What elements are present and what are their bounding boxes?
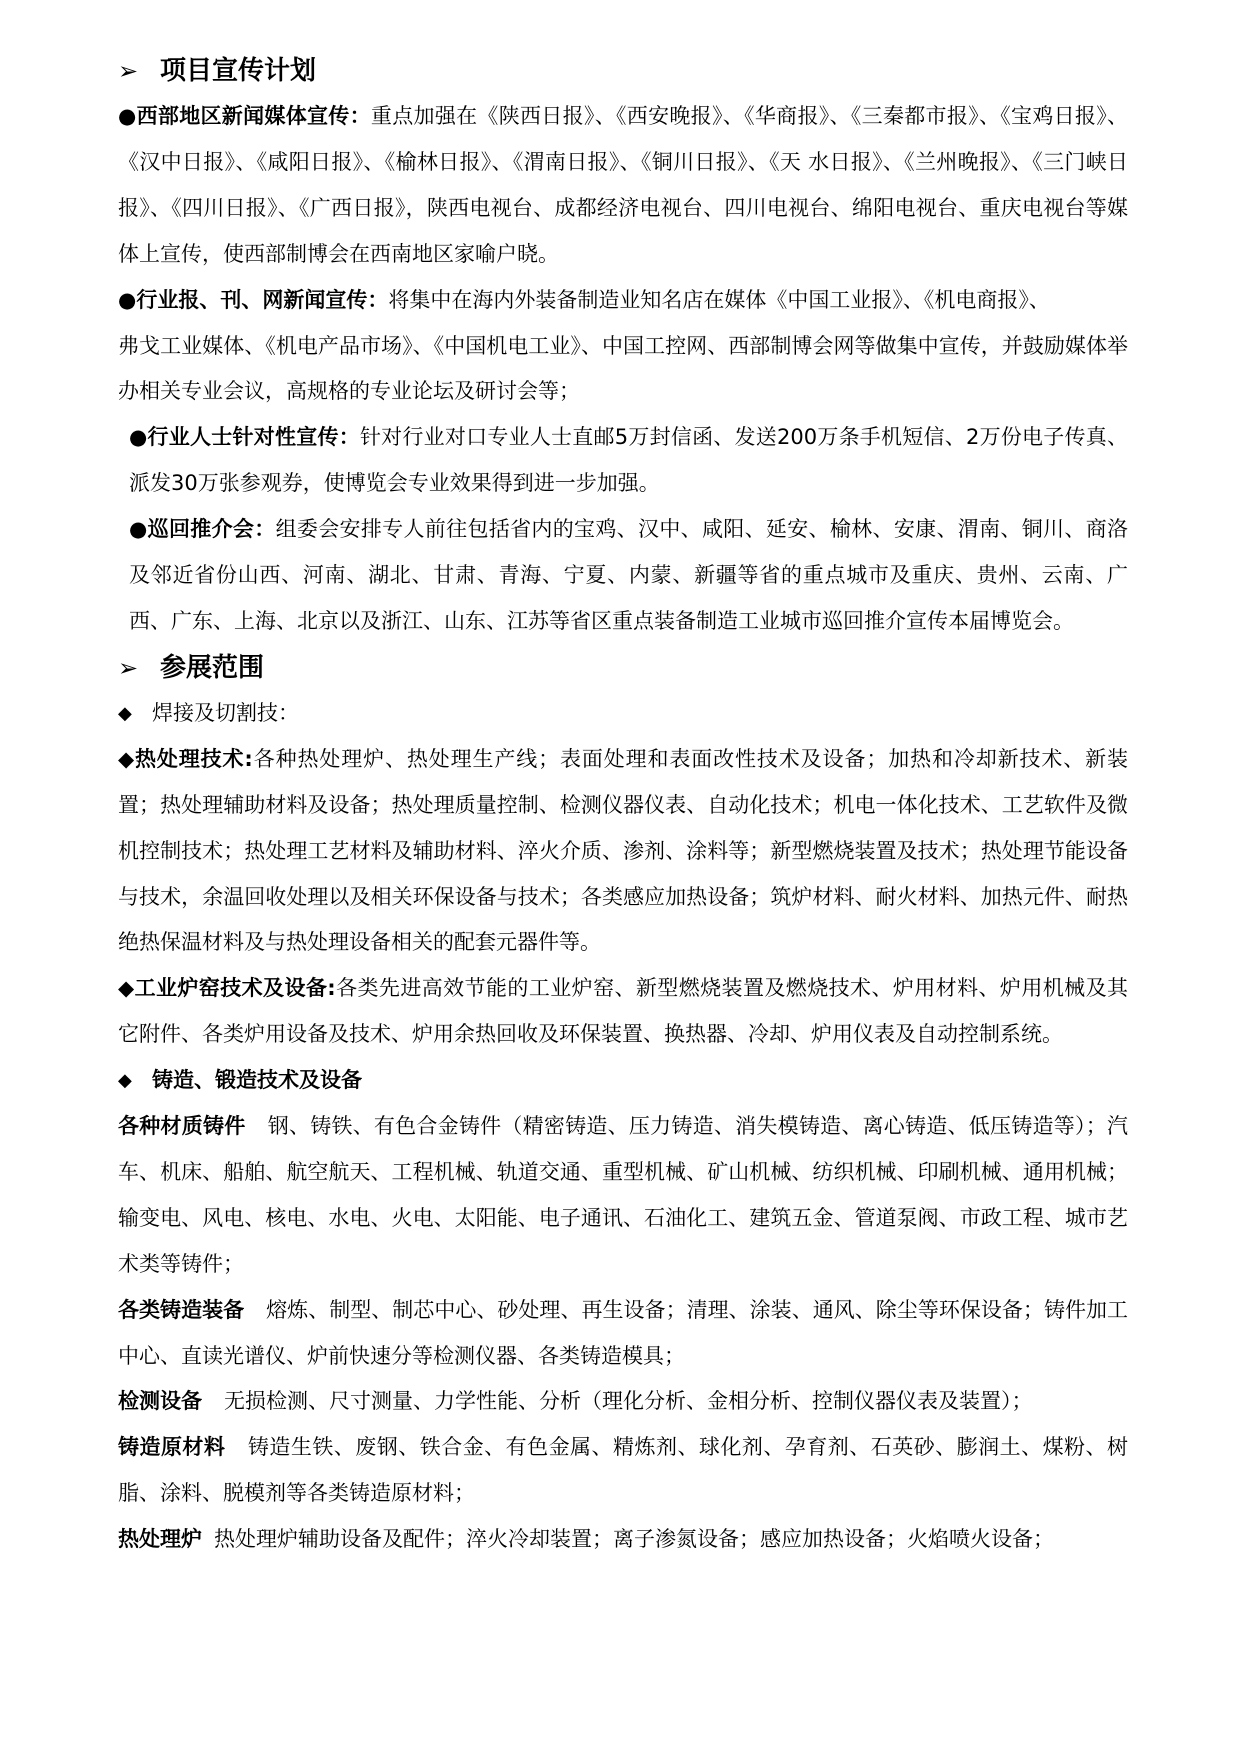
section-title: 参展范围 [160, 652, 265, 683]
paragraph-text: 将集中在海内外装备制造业知名店在媒体《中国工业报》、《机电商报》、 [388, 287, 1050, 312]
paragraph-castings [118, 1104, 1128, 1288]
section-title: 项目宣传计划 [160, 56, 317, 86]
diamond-bullet-icon: ◆ [118, 1070, 132, 1092]
paragraph-kiln [118, 966, 1128, 1058]
paragraph-label: 铸造原材料 [118, 1435, 226, 1460]
paragraph-roadshow: ●巡回推介会：组委会安排专人前往包括省内的宝鸡、汉中、咸阳、延安、榆林、安康、渭南、铜川、商洛及邻近省份山西、河南、湖北、甘肃、青海、宁夏、内蒙、新疆等省的重点城市及重庆、贵州、云南、广西、广东、上海、北京以及浙江、山东、江苏等省区重点装备制造工业城市巡回推介宣传本届博览会。 [129, 517, 1129, 633]
paragraph-heat-treatment [118, 737, 1128, 967]
paragraph-text: 重点加强在《陕西日报》、《西安晚报》、《华商报》、《三秦都市报》、《宝鸡日报》、《汉中日报》、《咸阳日报》、《榆林日报》、《渭南日报》、《铜川日报》、《天 水日报》、《兰州晚报》、《三门峡日报》、《四川日报》、《广西日报》，陕西电视台、成都经济电视台、四川电视台、绵阳电视台、重庆电视台等媒体上宣传，使西部制博会在西南地区家喻户晓。 [118, 104, 1129, 266]
paragraph-label: 检测设备 [118, 1389, 202, 1414]
section-heading-plan [118, 48, 1128, 94]
paragraph-label: ◆工业炉窑技术及设备: [118, 976, 336, 1001]
subitem-casting [118, 1058, 1128, 1104]
arrow-bullet-icon: ➢ [118, 57, 139, 85]
paragraph-label: ●巡回推介会 [129, 517, 255, 542]
paragraph-industry-media-cont [118, 324, 1128, 416]
paragraph-text: 组委会安排专人前往包括省内的宝鸡、汉中、咸阳、延安、榆林、安康、渭南、铜川、商洛及邻近省份山西、河南、湖北、甘肃、青海、宁夏、内蒙、新疆等省的重点城市及重庆、贵州、云南、广西、广东、上海、北京以及浙江、山东、江苏等省区重点装备制造工业城市巡回推介宣传本届博览会。 [129, 517, 1129, 633]
paragraph-label: ●西部地区新闻媒体宣传 [118, 104, 350, 128]
arrow-bullet-icon: ➢ [118, 653, 139, 682]
paragraph-text: 针对行业对口专业人士直邮5万封信函、发送200万条手机短信、2万份电子传真、派发30万张参观券，使博览会专业效果得到进一步加强。 [129, 425, 1129, 496]
paragraph-text: 无损检测、尺寸测量、力学性能、分析（理化分析、金相分析、控制仪器仪表及装置）； [224, 1389, 1033, 1414]
subitem-text: 焊接及切割技： [152, 700, 299, 725]
paragraph-text: 弗戈工业媒体、《机电产品市场》、《中国机电工业》、中国工控网、西部制博会网等做集中宣传，并鼓励媒体举办相关专业会议，高规格的专业论坛及研讨会等； [118, 333, 1128, 404]
paragraph-label: ●行业人士针对性宣传 [129, 425, 339, 450]
paragraph-text: 各类先进高效节能的工业炉窑、新型燃烧装置及燃烧技术、炉用材料、炉用机械及其它附件、各类炉用设备及技术、炉用余热回收及环保装置、换热器、冷却、炉用仪表及自动控制系统。 [118, 976, 1128, 1047]
document-page [118, 48, 1128, 1563]
paragraph-label: 热处理炉 [118, 1527, 202, 1552]
subitem-welding [118, 691, 1128, 737]
paragraph-inspection [118, 1379, 1128, 1425]
paragraph-label: ◆热处理技术: [118, 746, 253, 771]
paragraph-label: ●行业报、刊、网新闻宣传 [118, 287, 368, 312]
paragraph-label: 各种材质铸件 [118, 1114, 246, 1139]
paragraph-industry-media: ●行业报、刊、网新闻宣传：将集中在海内外装备制造业知名店在媒体《中国工业报》、《机电商报》、 [118, 287, 1050, 312]
paragraph-casting-equipment [118, 1288, 1128, 1380]
diamond-bullet-icon: ◆ [118, 702, 132, 724]
paragraph-text: 钢、铸铁、有色合金铸件（精密铸造、压力铸造、消失模铸造、离心铸造、低压铸造等）；汽车、机床、船舶、航空航天、工程机械、轨道交通、重型机械、矿山机械、纺织机械、印刷机械、通用机械；输变电、风电、核电、水电、火电、太阳能、电子通讯、石油化工、建筑五金、管道泵阀、市政工程、城市艺术类等铸件； [118, 1114, 1128, 1276]
paragraph-text: 熔炼、制型、制芯中心、砂处理、再生设备；清理、涂装、通风、除尘等环保设备；铸件加工中心、直读光谱仪、炉前快速分等检测仪器、各类铸造模具； [118, 1297, 1129, 1368]
paragraph-label: 各类铸造装备 [118, 1297, 245, 1322]
paragraph-furnace [118, 1517, 1128, 1563]
paragraph-raw-materials [118, 1425, 1128, 1517]
paragraph-targeted: ●行业人士针对性宣传：针对行业对口专业人士直邮5万封信函、发送200万条手机短信、2万份电子传真、派发30万张参观券，使博览会专业效果得到进一步加强。 [129, 425, 1129, 496]
paragraph-western-media: ●西部地区新闻媒体宣传：重点加强在《陕西日报》、《西安晚报》、《华商报》、《三秦都市报》、《宝鸡日报》、《汉中日报》、《咸阳日报》、《榆林日报》、《渭南日报》、《铜川日报》、《天 水日报》、《兰州晚报》、《三门峡日报》、《四川日报》、《广西日报》，陕西电视台、成都经济电视台、四川电视台、绵阳电视台、重庆电视台等媒体上宣传，使西部制博会在西南地区家喻户晓。 [118, 104, 1129, 266]
paragraph-text: 各种热处理炉、热处理生产线；表面处理和表面改性技术及设备；加热和冷却新技术、新装置；热处理辅助材料及设备；热处理质量控制、检测仪器仪表、自动化技术；机电一体化技术、工艺软件及微机控制技术；热处理工艺材料及辅助材料、淬火介质、渗剂、涂料等；新型燃烧装置及技术；热处理节能设备与技术，余温回收处理以及相关环保设备与技术；各类感应加热设备；筑炉材料、耐火材料、加热元件、耐热绝热保温材料及与热处理设备相关的配套元器件等。 [118, 746, 1128, 955]
section-heading-scope [118, 645, 1128, 691]
subitem-text: 铸造、锻造技术及设备 [152, 1068, 362, 1093]
paragraph-text: 热处理炉辅助设备及配件；淬火冷却装置；离子渗氮设备；感应加热设备；火焰喷火设备； [214, 1527, 1054, 1552]
paragraph-text: 铸造生铁、废钢、铁合金、有色金属、精炼剂、球化剂、孕育剂、石英砂、膨润土、煤粉、树脂、涂料、脱模剂等各类铸造原材料； [118, 1435, 1129, 1506]
